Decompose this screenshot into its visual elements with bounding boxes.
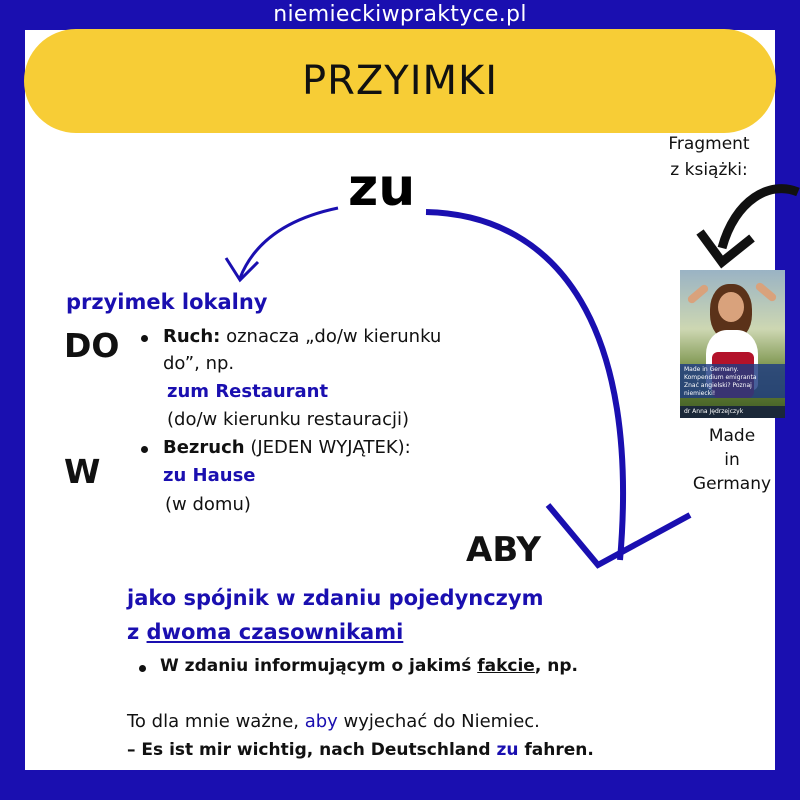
aby-line1: jako spójnik w zdaniu pojedynczym	[127, 586, 544, 610]
label-w: W	[64, 452, 101, 491]
page-title: PRZYIMKI	[301, 58, 499, 104]
bullet1-line2: do”, np.	[163, 353, 235, 374]
example-pl-pre: To dla mnie ważne,	[127, 711, 305, 732]
book-cover-line2: Kompendium emigranta	[684, 374, 757, 381]
bullet2-text: (JEDEN WYJĄTEK):	[244, 437, 411, 458]
bullet2-example: zu Hause	[163, 465, 256, 486]
book-cover-line3: Znać angielski? Poznaj niemiecki!	[684, 382, 752, 397]
aby-line2	[127, 620, 403, 644]
aby-bullet	[160, 656, 578, 676]
aby-bullet-pre: W zdaniu informującym o jakimś	[160, 656, 478, 676]
book-caption-line3: Germany	[692, 474, 772, 494]
left-arrowhead	[226, 258, 258, 280]
lokal-heading: przyimek lokalny	[66, 290, 268, 314]
aby-line2-underlined: dwoma czasownikami	[146, 620, 404, 644]
example-polish	[127, 711, 540, 732]
bullet1-bold: Ruch:	[163, 326, 221, 347]
left-arrow	[240, 208, 338, 278]
example-de-highlight: zu	[496, 740, 519, 760]
book-cover-image	[680, 270, 785, 418]
example-de-post: fahren.	[518, 740, 594, 760]
book-cover-line1: Made in Germany.	[684, 366, 739, 373]
bullet1-text1: oznacza „do/w kierunku	[220, 326, 442, 347]
book-author: dr Anna Jędrzejczyk	[680, 406, 785, 418]
bullet-dot	[139, 665, 146, 672]
label-aby: ABY	[466, 530, 541, 570]
book-head	[718, 292, 744, 322]
bullet2-translation: (w domu)	[165, 494, 251, 515]
aby-line2-pre: z	[127, 620, 147, 644]
example-german	[127, 740, 594, 760]
book-caption	[690, 424, 774, 496]
book-arm-right	[754, 281, 778, 303]
big-arrow	[426, 212, 623, 560]
word-zu: zu	[348, 158, 416, 218]
aby-bullet-post: , np.	[534, 656, 578, 676]
bullet1-example: zum Restaurant	[167, 381, 329, 402]
fragment-line1: Fragment	[668, 134, 750, 154]
example-pl-highlight: aby	[304, 711, 338, 732]
book-arrow	[722, 189, 798, 248]
book-caption-line2: in	[724, 450, 740, 470]
bullet2-line1	[163, 435, 411, 461]
bullet-dot	[141, 446, 148, 453]
bullet2-bold: Bezruch	[163, 437, 245, 458]
bullet-dot	[141, 335, 148, 342]
aby-bullet-underlined: fakcie	[477, 656, 535, 676]
bullet1-line1	[163, 324, 441, 350]
example-pl-post: wyjechać do Niemiec.	[337, 711, 540, 732]
fragment-line2: z książki:	[670, 160, 748, 180]
site-url: niemieckiwpraktyce.pl	[273, 2, 527, 27]
bullet1-translation: (do/w kierunku restauracji)	[167, 409, 409, 430]
label-do: DO	[64, 326, 120, 365]
fragment-caption	[650, 131, 768, 183]
book-caption-line1: Made	[708, 426, 756, 446]
example-de-pre: – Es ist mir wichtig, nach Deutschland	[127, 740, 497, 760]
book-arm-left	[686, 283, 710, 305]
book-title-band	[680, 364, 785, 398]
